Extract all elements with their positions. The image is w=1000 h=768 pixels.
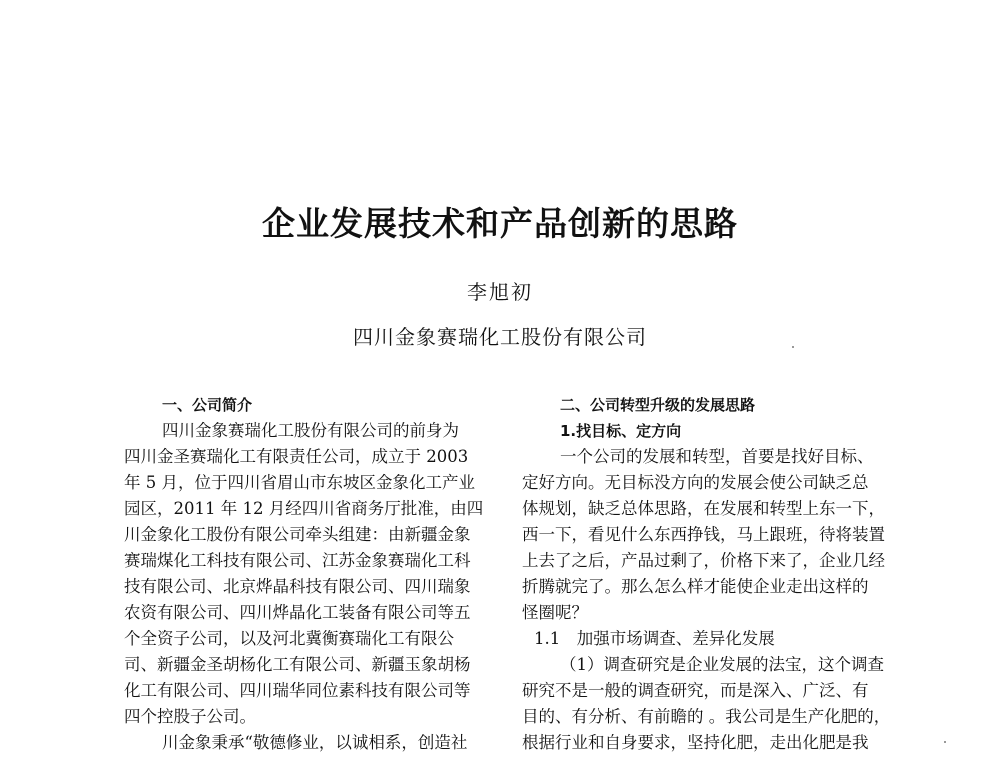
paragraph-line: 怪圈呢？	[522, 603, 588, 622]
paragraph-line: 农资有限公司、四川烨晶化工装备有限公司等五	[124, 603, 471, 622]
subsection-heading-goals: 1.找目标、定方向	[560, 422, 682, 440]
paragraph-line: 个全资子公司，以及河北冀衡赛瑞化工有限公	[124, 629, 454, 648]
paragraph-line: 川金象秉承“敬德修业，以诚相系，创造社	[162, 733, 468, 752]
paragraph-line: 研究不是一般的调查研究，而是深入、广泛、有	[522, 681, 869, 700]
paragraph-line: 目的、有分析、有前瞻的 。我公司是生产化肥的，	[522, 707, 891, 726]
author-name: 李旭初	[467, 280, 533, 304]
paragraph-line: 赛瑞煤化工科技有限公司、江苏金象赛瑞化工科	[124, 551, 471, 570]
right-column	[522, 392, 892, 756]
paragraph-line: 技有限公司、北京烨晶科技有限公司、四川瑞象	[124, 577, 471, 596]
paragraph-line: 化工有限公司、四川瑞华同位素科技有限公司等	[124, 681, 471, 700]
paragraph-line: 西一下，看见什么东西挣钱，马上跟班，待将装置	[522, 525, 885, 544]
paragraph-line: 体规划，缺乏总体思路，在发展和转型上东一下，	[522, 499, 885, 518]
left-column	[124, 392, 492, 756]
paragraph-line: 上去了之后，产品过剩了，价格下来了，企业几经	[522, 551, 885, 570]
paragraph-line: 四个控股子公司。	[124, 707, 256, 726]
paragraph-line: 园区，2011 年 12 月经四川省商务厅批准，由四	[124, 499, 484, 518]
paragraph-line: 四川金象赛瑞化工股份有限公司的前身为	[162, 421, 459, 440]
author-affiliation: 四川金象赛瑞化工股份有限公司	[353, 325, 647, 349]
section-heading-transformation: 二、公司转型升级的发展思路	[560, 396, 756, 414]
paragraph-line: 根据行业和自身要求，坚持化肥，走出化肥是我	[522, 733, 869, 752]
paragraph-line: 川金象化工股份有限公司牵头组建：由新疆金象	[124, 525, 471, 544]
scan-speck	[944, 741, 946, 743]
paragraph-line: 四川金圣赛瑞化工有限责任公司，成立于 2003	[124, 447, 469, 466]
paragraph-line: （1）调查研究是企业发展的法宝，这个调查	[560, 655, 884, 674]
scan-speck	[792, 346, 794, 348]
paragraph-line: 定好方向。无目标没方向的发展会使公司缺乏总	[522, 473, 869, 492]
paragraph-line: 折腾就完了。那么怎么样才能使企业走出这样的	[522, 577, 869, 596]
paragraph-line: 一个公司的发展和转型，首要是找好目标、	[560, 447, 874, 466]
section-heading-company-profile: 一、公司简介	[162, 396, 253, 414]
paragraph-line: 年 5 月，位于四川省眉山市东坡区金象化工产业	[124, 473, 475, 492]
paragraph-line: 司、新疆金圣胡杨化工有限公司、新疆玉象胡杨	[124, 655, 471, 674]
subsection-heading-market: 1.1 加强市场调查、差异化发展	[534, 629, 775, 648]
article-title: 企业发展技术和产品创新的思路	[262, 204, 738, 243]
